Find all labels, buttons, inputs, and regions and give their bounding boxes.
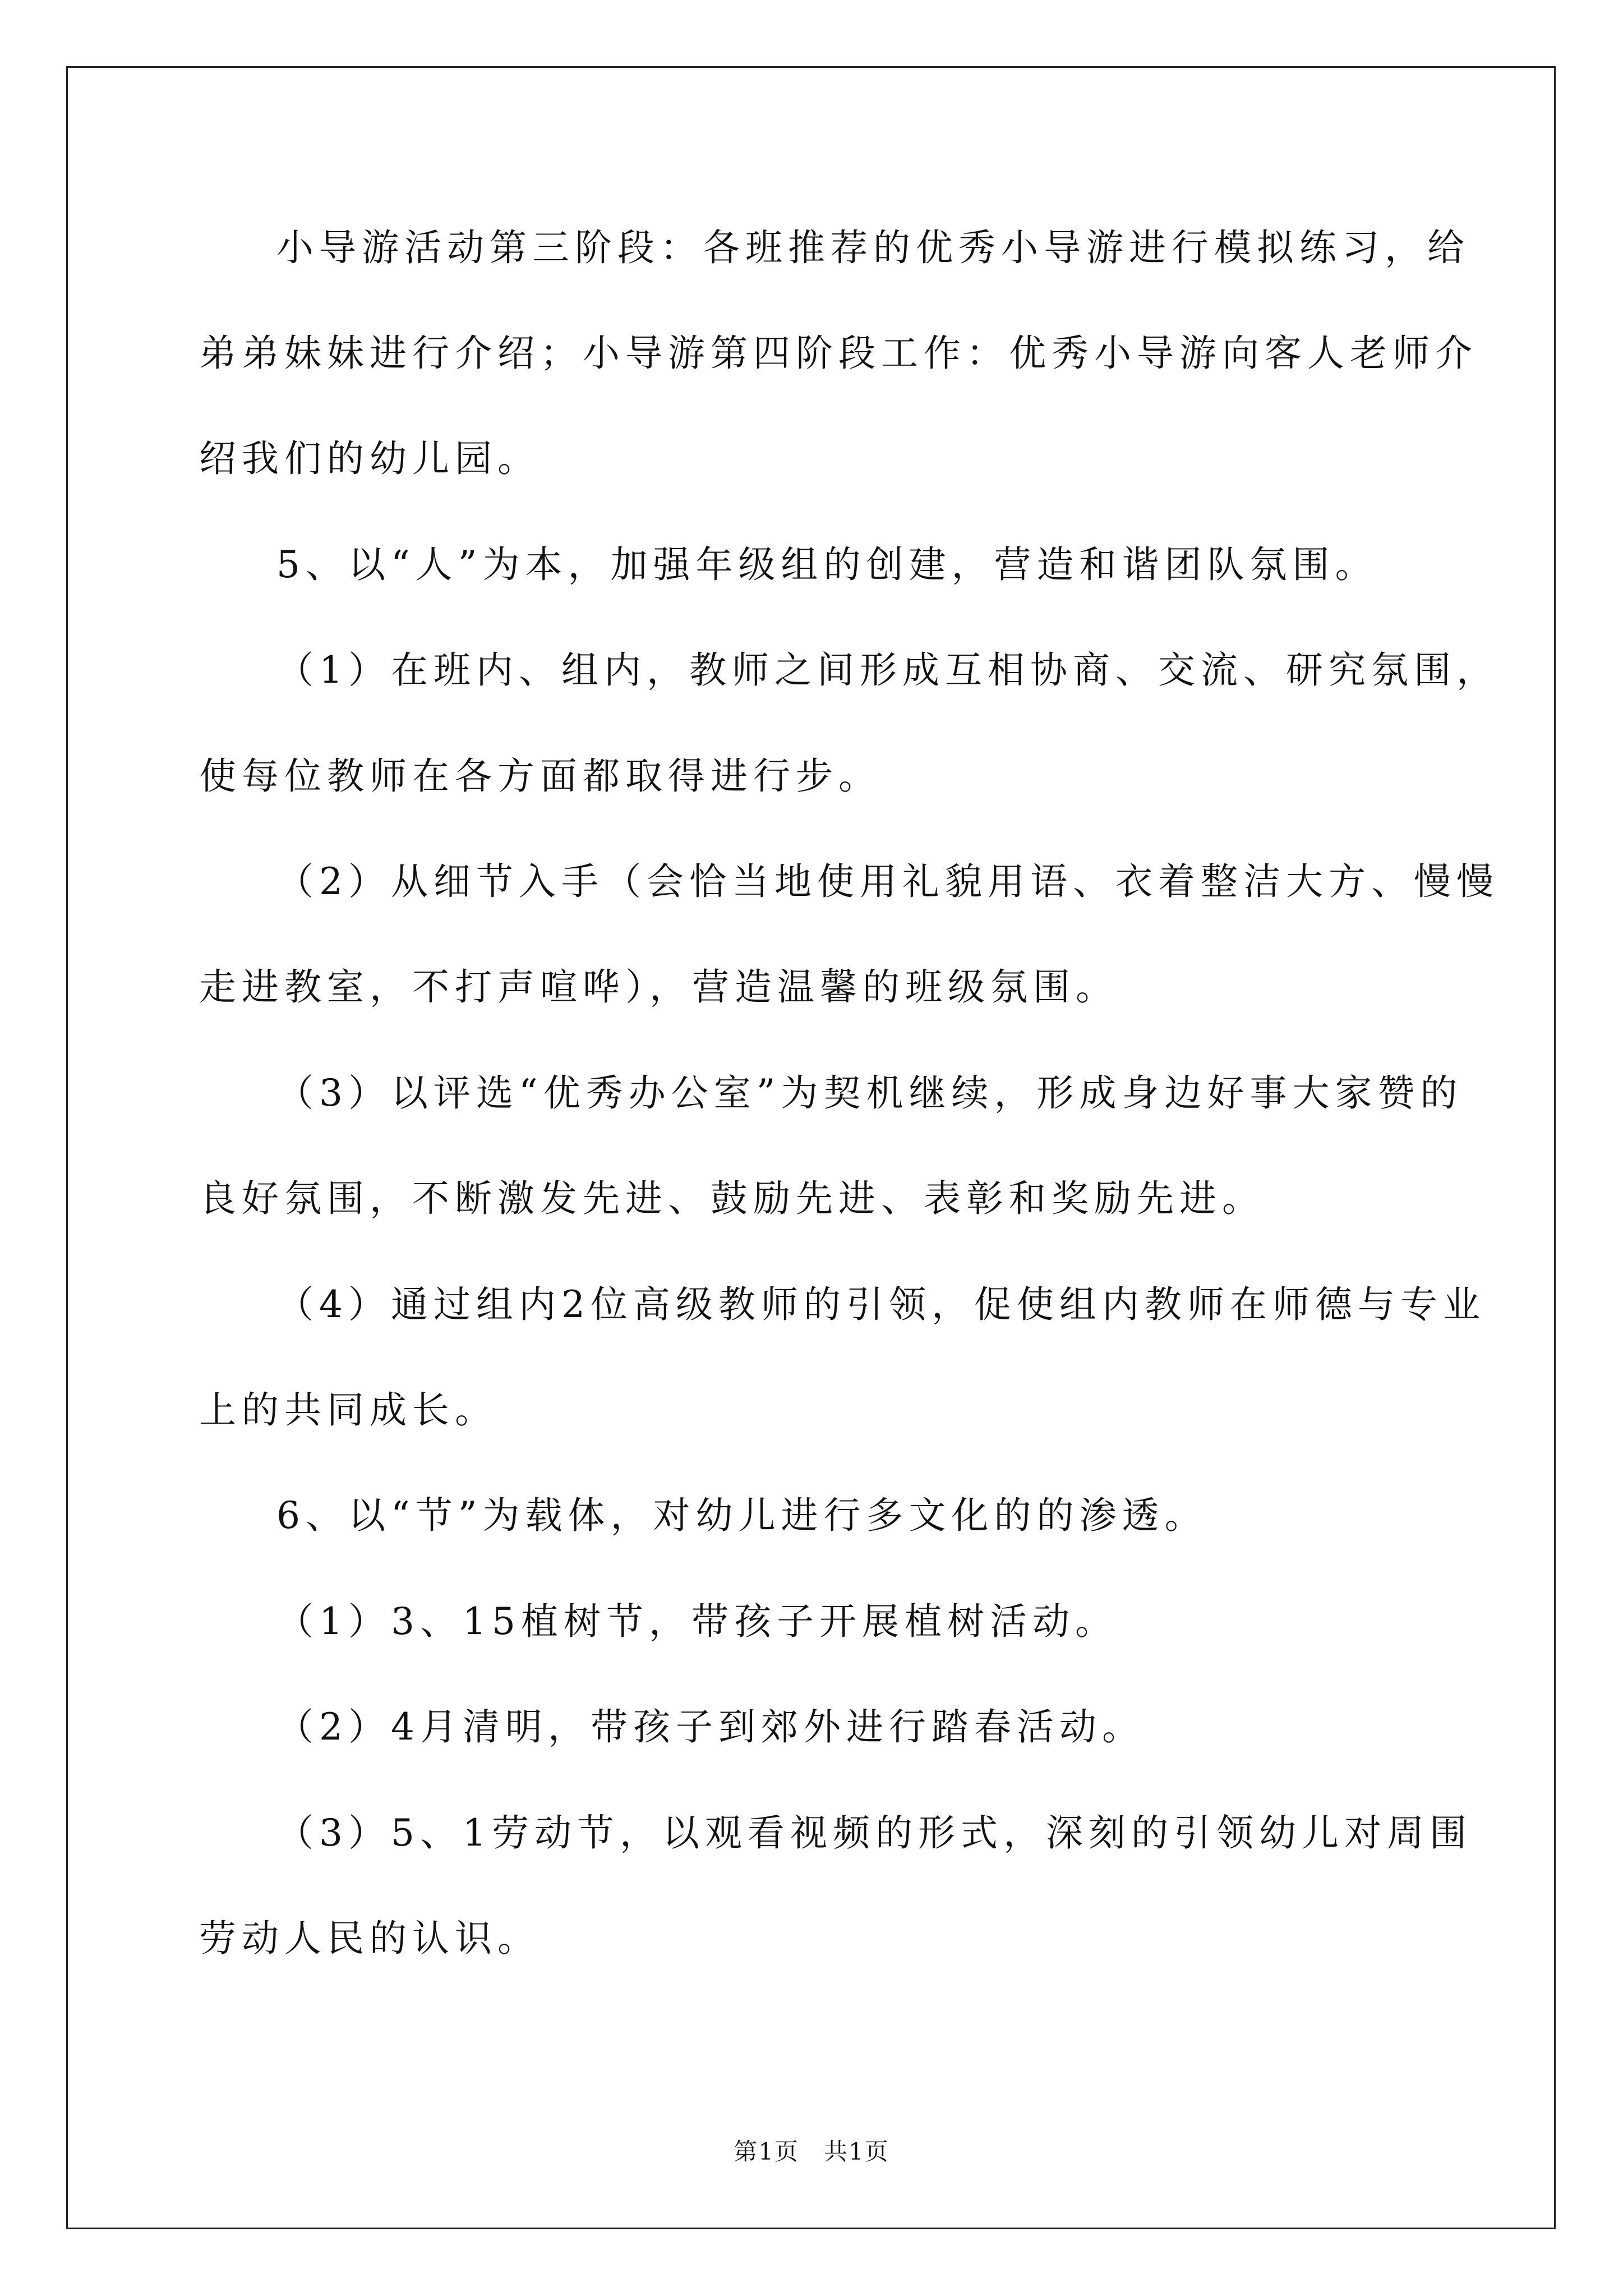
paragraph-line: 使每位教师在各方面都取得进行步。 [199,754,881,798]
paragraph-line: （2）4月清明，带孩子到郊外进行踏春活动。 [276,1705,1145,1749]
paragraph-line: 绍我们的幼儿园。 [199,437,540,480]
paragraph-line: 弟弟妹妹进行介绍；小导游第四阶段工作：优秀小导游向客人老师介 [199,332,1478,375]
paragraph-line: （3）5、1劳动节，以观看视频的形式，深刻的引领幼儿对周围 [276,1811,1472,1855]
paragraph-line: 5、以“人”为本，加强年级组的创建，营造和谐团队氛围。 [276,543,1378,586]
paragraph-line: 劳动人民的认识。 [199,1917,540,1960]
paragraph-line: （2）从细节入手（会恰当地使用礼貌用语、衣着整洁大方、慢慢 [276,860,1499,903]
page-number-footer: 第1页 共1页 [734,2138,889,2165]
paragraph-line: 6、以“节”为载体，对幼儿进行多文化的的渗透。 [276,1494,1207,1537]
paragraph-line: 良好氛围，不断激发先进、鼓励先进、表彰和奖励先进。 [199,1177,1265,1220]
paragraph-line: （4）通过组内2位高级教师的引领，促使组内教师在师德与专业 [276,1283,1486,1326]
paragraph-line: （3）以评选“优秀办公室”为契机继续，形成身边好事大家赞的 [276,1071,1463,1115]
page-border [66,66,1556,2229]
paragraph-line: （1）在班内、组内，教师之间形成互相协商、交流、研究氛围， [276,648,1499,692]
paragraph-line: 小导游活动第三阶段：各班推荐的优秀小导游进行模拟练习，给 [276,226,1470,269]
paragraph-line: 走进教室，不打声喧哗），营造温馨的班级氛围。 [199,965,1118,1009]
paragraph-line: 上的共同成长。 [199,1388,497,1432]
paragraph-line: （1）3、15植树节，带孩子开展植树活动。 [276,1600,1118,1643]
